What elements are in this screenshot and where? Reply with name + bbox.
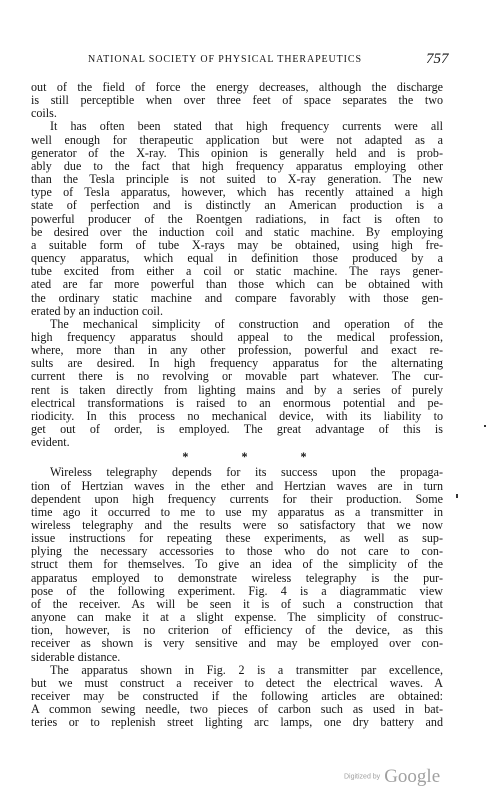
text-line: teries or to replenish street lighting arc lamps, one dry battery and (31, 715, 443, 730)
text-line: be desired over the induction coil and static machine. By employing (31, 224, 443, 239)
scan-speck (484, 425, 486, 427)
text-line: It has often been stated that high frequency currents were all (50, 119, 443, 134)
text-line: receiver as shown is very sensitive and may be employed over con- (31, 636, 443, 651)
text-line: sults are desired. In high frequency apparatus for the alternating (31, 356, 443, 371)
text-line: Wireless telegraphy depends for its success upon the propaga- (50, 465, 443, 480)
text-line: where, more than in any other profession, powerful and exact re- (31, 343, 443, 358)
text-line: dependent upon high frequency currents for their production. Some (31, 491, 443, 506)
text-line: wireless telegraphy and the results were so satisfactory that we now (31, 518, 443, 532)
text-line: ably due to the fact that high frequency apparatus employing other (31, 158, 443, 173)
text-line: The mechanical simplicity of construction and operation of the (50, 316, 443, 331)
text-line: powerful producer of the Roentgen radiations, in fact is often to (31, 211, 443, 226)
text-line: A common sewing needle, two pieces of carbon such as used in bat- (31, 702, 443, 717)
text-line: ated are far more powerful than those which can be obtained with (31, 277, 443, 292)
text-line: state of perfection and is distinctly an American production is a (31, 198, 443, 213)
text-line: quency apparatus, which equal in definition those produced by a (31, 251, 443, 266)
text-line: but we must construct a receiver to detect the electrical waves. A (31, 675, 443, 690)
text-line: anyone can make it at a slight expense. The simplicity of construc- (31, 610, 443, 625)
body-text (31, 81, 443, 730)
text-line: issue instructions for repeating these experiments, as well as sup- (31, 531, 443, 546)
text-line: siderable distance. (31, 649, 121, 664)
text-line: tion, however, is no criterion of efficiency of the device, as this (31, 623, 443, 638)
text-line: The apparatus shown in Fig. 2 is a transmitter par excellence, (50, 662, 443, 677)
text-line: time ago it occurred to me to use my apparatus as a transmitter in (31, 504, 443, 519)
google-watermark (344, 766, 440, 788)
text-line: pose of the following experiment. Fig. 4 is a diagrammatic view (31, 583, 443, 598)
text-line: apparatus employed to demonstrate wireless telegraphy is the pur- (31, 570, 443, 585)
text-line: get out of order, is employed. The great advantage of this is (31, 422, 443, 437)
google-logo: Google (384, 766, 441, 787)
text-line: electrical transformations is raised to an enormous potential and pe- (31, 395, 443, 410)
digitized-by-label: Digitized by (344, 773, 381, 781)
text-line: high frequency apparatus should appeal to the medical profession, (31, 329, 443, 344)
page-number: 757 (426, 51, 449, 67)
text-line: riodicity. In this process no mechanical device, with its liability to (31, 408, 443, 423)
text-line: current there is no revolving or movable part whatever. The cur- (31, 369, 443, 384)
text-line: evident. (31, 435, 70, 450)
text-line: receiver may be constructed if the following articles are obtained: (31, 689, 443, 704)
text-line: rent is taken directly from lighting mains and by a series of purely (31, 382, 443, 397)
text-line: a suitable form of tube X-rays may be obtained, using high fre- (31, 237, 443, 252)
text-line: tube excited from either a coil or static machine. The rays gener- (31, 264, 443, 279)
text-line: erated by an induction coil. (31, 303, 163, 318)
text-line: tion of Hertzian waves in the ether and Hertzian waves are in turn (31, 478, 443, 493)
section-separator: * * * (182, 450, 332, 465)
text-line: out of the field of force the energy decreases, although the discharge (31, 80, 443, 94)
text-line: is still perceptible when over three feet of space separates the two (31, 93, 443, 108)
running-header: NATIONAL SOCIETY OF PHYSICAL THERAPEUTICS (88, 54, 362, 65)
text-line: the ordinary static machine and compare favorably with those gen- (31, 290, 443, 305)
text-line: plying the necessary accessories to those who do not care to con- (31, 544, 443, 559)
text-line: type of Tesla apparatus, however, which has recently attained a high (31, 185, 443, 200)
text-line: generator of the X-ray. This opinion is generally held and is prob- (31, 145, 443, 160)
text-line: struct them for themselves. To give an idea of the simplicity of the (31, 557, 443, 572)
text-line: of the receiver. As will be seen it is of such a construction that (31, 596, 443, 611)
text-line: coils. (31, 106, 57, 121)
text-line: than the Tesla principle is not suited to X-ray generation. The new (31, 172, 443, 187)
scan-speck (456, 494, 458, 498)
text-line: well enough for therapeutic application but were not adapted as a (31, 132, 443, 147)
